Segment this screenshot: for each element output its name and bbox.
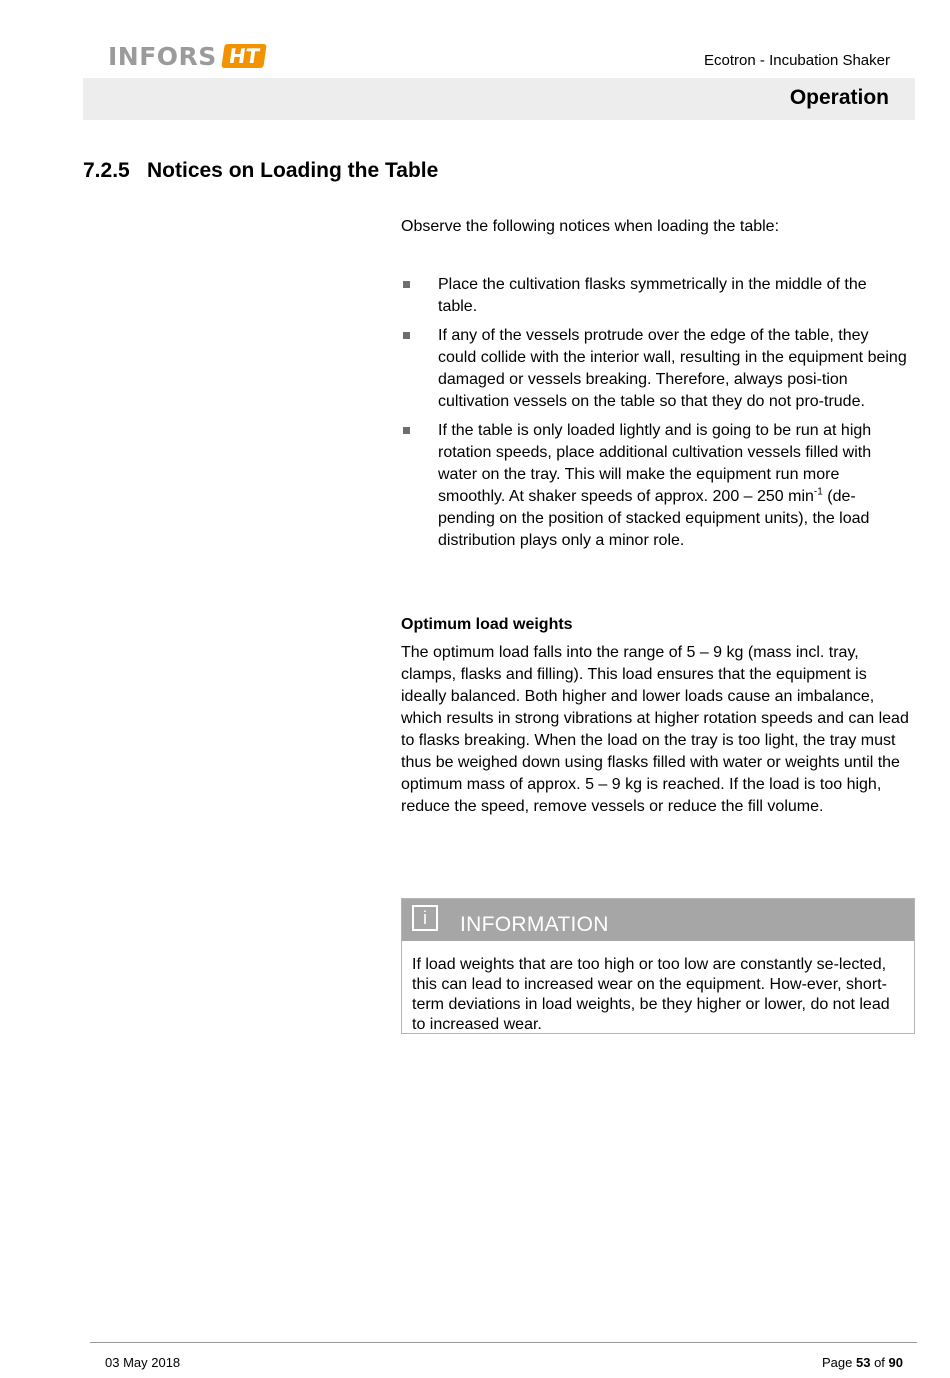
list-item-text: If any of the vessels protrude over the edge of the table, they could collide with the interior wall, resulting in the equipment being damaged or vessels breaking. Therefore, always posi-tion cultivation vessels on the table so that they do not pro-trude. xyxy=(438,327,907,410)
infors-ht-logo xyxy=(108,42,265,70)
footer-divider xyxy=(90,1342,917,1343)
list-item-text: Place the cultivation flasks symmetrically in the middle of the table. xyxy=(438,276,867,315)
information-text: If load weights that are too high or too low are constantly se-lected, this can lead to increased wear on the equipment. How-ever, short-term deviations in load weights, be they higher or lower, do not lead to increased wear. xyxy=(412,956,890,1033)
information-box-header xyxy=(402,899,914,941)
chapter-title: Operation xyxy=(789,86,889,109)
chapter-header-bar xyxy=(83,78,915,120)
footer-date: 03 May 2018 xyxy=(105,1355,181,1370)
information-title: INFORMATION xyxy=(460,913,609,936)
square-bullet-icon xyxy=(403,281,410,288)
main-content xyxy=(401,216,915,818)
section-heading xyxy=(83,159,438,183)
body-paragraph: The optimum load falls into the range of 5 – 9 kg (mass incl. tray, clamps, flasks and filling). This load ensures that the equipment is ideally balanced. Both higher and lower loads cause an imbalance, which results in strong vibrations at higher rotation speeds and can lead to flasks breaking. When the load on the tray is too light, the tray must thus be weighed down using flasks filled with water or weights until the optimum mass of approx. 5 – 9 kg is reached. If the load is too high, reduce the speed, remove vessels or reduce the fill volume. xyxy=(401,644,909,815)
sub-heading: Optimum load weights xyxy=(401,616,573,633)
list-item xyxy=(401,274,909,318)
square-bullet-icon xyxy=(403,332,410,339)
square-bullet-icon xyxy=(403,427,410,434)
info-icon: i xyxy=(412,905,438,931)
page-total: 90 xyxy=(888,1355,903,1370)
document-subtitle: Ecotron - Incubation Shaker xyxy=(704,52,890,69)
logo-text: INFORS xyxy=(108,41,217,71)
information-box xyxy=(401,898,915,1034)
list-item xyxy=(401,420,909,552)
section-title: Notices on Loading the Table xyxy=(147,159,439,182)
list-item-text xyxy=(438,422,871,549)
page-number xyxy=(822,1355,903,1370)
list-item-text-part: (de-pending on the position of stacked equipment units), the load distribution plays only a minor role. xyxy=(438,488,870,549)
unit-superscript: -1 xyxy=(813,486,823,498)
list-item-text-part: If the table is only loaded lightly and is going to be run at high rotation speeds, place additional cultivation vessels filled with water on the tray. This will make the equipment run more smoothly. At shaker speeds of approx. 200 – 250 min xyxy=(438,422,872,505)
page-prefix: Page xyxy=(822,1355,856,1370)
notice-list xyxy=(401,274,915,552)
logo-badge: HT xyxy=(221,44,267,68)
list-item xyxy=(401,325,909,413)
page-of: of xyxy=(870,1355,889,1370)
intro-text: Observe the following notices when loading the table: xyxy=(401,218,780,235)
section-number: 7.2.5 xyxy=(83,159,130,182)
page-current: 53 xyxy=(855,1355,871,1370)
